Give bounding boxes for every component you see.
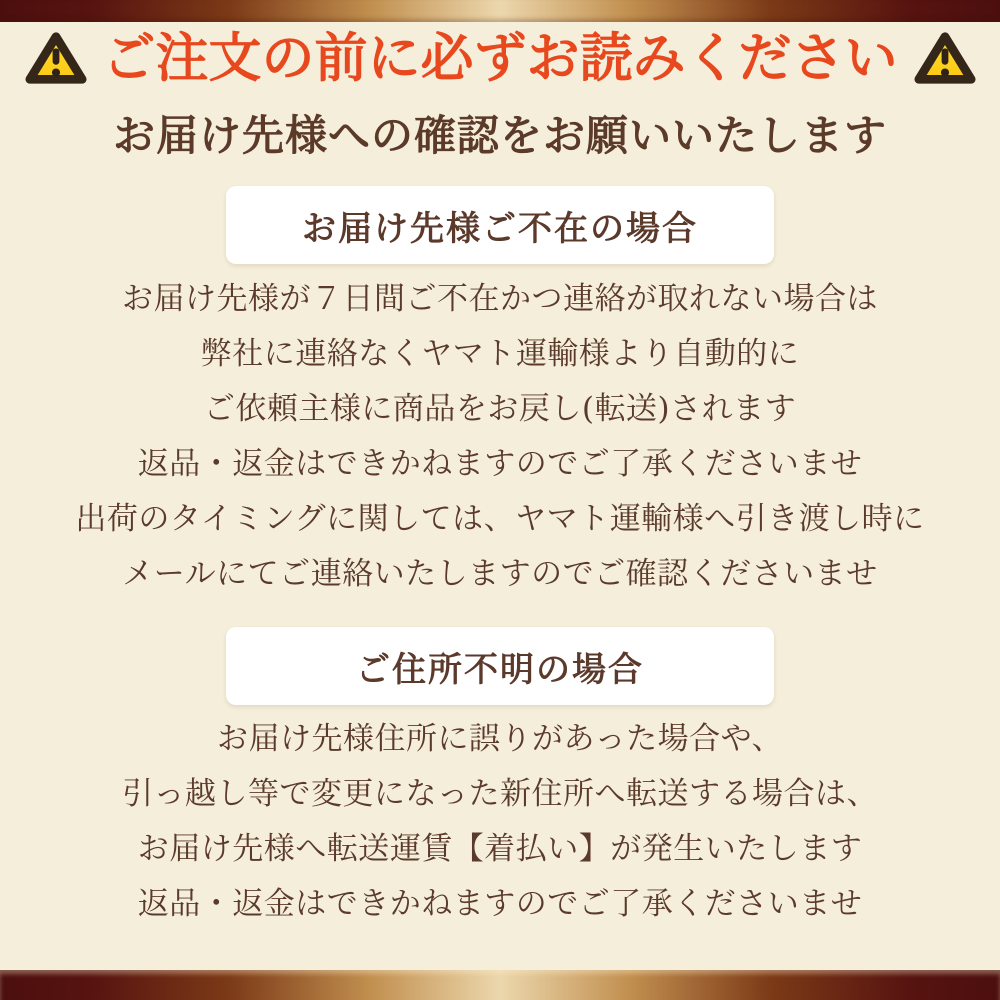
body-line: 返品・返金はできかねますのでご了承くださいませ — [137, 886, 863, 922]
body-line: お届け先様へ転送運賃【着払い】が発生いたします — [137, 831, 863, 867]
section-recipient-absent — [0, 186, 1000, 602]
section-body — [0, 272, 1000, 602]
section-heading: お届け先様ご不在の場合 — [302, 208, 698, 249]
section-heading-box — [226, 627, 774, 705]
section-heading: ご住所不明の場合 — [356, 649, 644, 690]
header — [0, 26, 1000, 90]
section-body — [0, 712, 1000, 932]
body-line: ご依頼主様に商品をお戻し(転送)されます — [203, 391, 797, 427]
section-address-unknown — [0, 627, 1000, 932]
body-line: 引っ越し等で変更になった新住所へ転送する場合は、 — [122, 776, 878, 812]
top-gradient-border — [0, 0, 1000, 22]
section-heading-box — [226, 186, 774, 264]
body-line: お届け先様住所に誤りがあった場合や、 — [216, 721, 784, 757]
warning-triangle-icon — [25, 29, 87, 87]
body-line: メールにてご連絡いたしますのでご確認くださいませ — [122, 556, 878, 592]
body-line: 出荷のタイミングに関しては、ヤマト運輸様へ引き渡し時に — [75, 501, 925, 537]
body-line: 弊社に連絡なくヤマト運輸様より自動的に — [200, 336, 800, 372]
body-line: 返品・返金はできかねますのでご了承くださいませ — [137, 446, 863, 482]
bottom-gradient-border — [0, 970, 1000, 1000]
warning-triangle-icon — [914, 29, 976, 87]
page-title: ご注文の前に必ずお読みください — [102, 26, 898, 89]
subtitle: お届け先様への確認をお願いいたします — [112, 111, 887, 160]
body-line: お届け先様が７日間ご不在かつ連絡が取れない場合は — [122, 281, 878, 317]
